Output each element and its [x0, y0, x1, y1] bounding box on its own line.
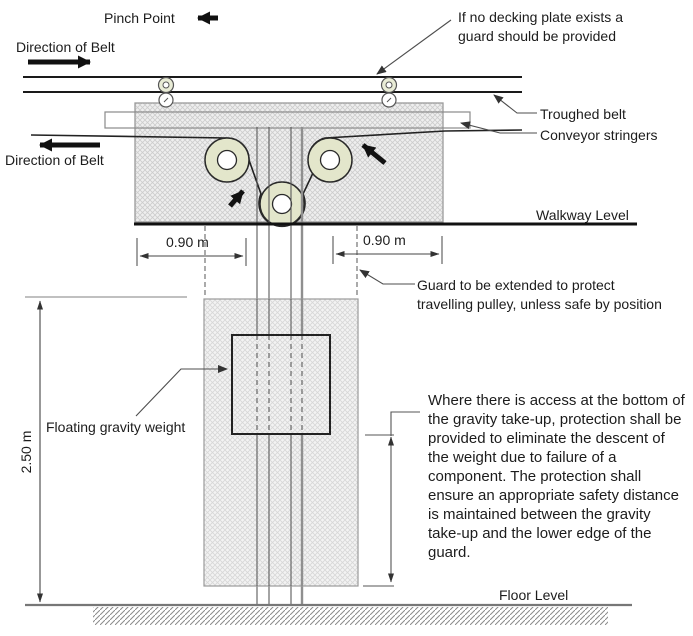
dimension-left-label: 0.90 m [166, 234, 209, 250]
direction-of-belt-top-label: Direction of Belt [16, 39, 115, 55]
floor-level-label: Floor Level [499, 587, 569, 603]
walkway-level-label: Walkway Level [536, 207, 629, 223]
bend-pulley-right [308, 138, 352, 182]
troughed-belt-lines [23, 77, 522, 92]
dimension-safety-distance [363, 412, 420, 586]
dimension-height-label: 2.50 m [18, 430, 34, 474]
lower-guard-enclosure [204, 299, 358, 586]
floating-gravity-weight-label: Floating gravity weight [46, 419, 186, 435]
troughed-belt-label: Troughed belt [540, 106, 626, 122]
leader-troughed-belt [494, 95, 537, 113]
floor-hatch [93, 607, 608, 625]
dimension-right-label: 0.90 m [363, 232, 406, 248]
pinch-point-label: Pinch Point [104, 10, 175, 26]
guard-extension-dashed-lines [205, 226, 357, 298]
leader-guard-extension [360, 270, 415, 284]
leader-decking-note [377, 20, 451, 74]
dimension-takeup-height [25, 297, 187, 602]
conveyor-stringers-label: Conveyor stringers [540, 127, 658, 143]
travelling-takeup-pulley [260, 182, 304, 226]
direction-of-belt-return-label: Direction of Belt [5, 152, 104, 168]
guard-extension-note-label: Guard to be extended to protect travelling pulley, unless safe by position [417, 277, 662, 312]
access-protection-note-label: Where there is access at the bottom of the gravity take-up, protection shall be provided to eliminate the descent of the weight due to failure of a component. The protection shall ensure an appropriate safety distance is maintained between the gravity take-up and the lower edge of the guard. [428, 392, 685, 561]
bend-pulley-left [205, 138, 249, 182]
leader-conveyor-stringers [461, 123, 537, 133]
decking-note-label: If no decking plate exists a guard should be provided [458, 9, 623, 44]
